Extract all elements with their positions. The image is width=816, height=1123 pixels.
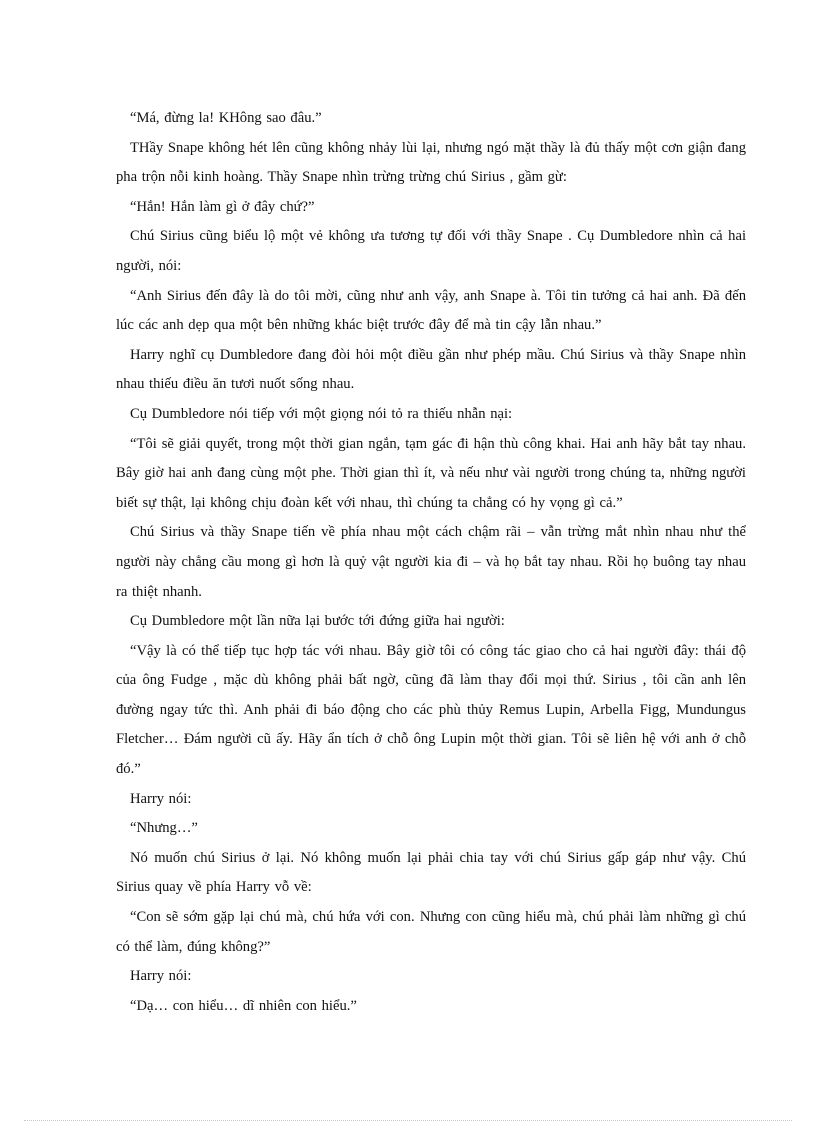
paragraph: “Hắn! Hắn làm gì ở đây chứ?” <box>130 198 315 215</box>
paragraph: Chú Sirius cũng biểu lộ một vẻ không ưa tương tự đối với thầy Snape . Cụ Dumbledore nhìn cả hai người, nói: <box>116 228 746 274</box>
paragraph: Harry nói: <box>130 790 192 807</box>
paragraph: Harry nói: <box>130 968 192 985</box>
paragraph: Harry nghĩ cụ Dumbledore đang đòi hỏi một điều gần như phép mầu. Chú Sirius và thầy Snape nhìn nhau thiếu điều ăn tươi nuốt sống nhau. <box>116 346 746 393</box>
paragraph: THầy Snape không hét lên cũng không nhảy lùi lại, nhưng ngó mặt thầy là đủ thấy một cơn giận đang pha trộn nỗi kinh hoàng. Thầy Snape nhìn trừng trừng chú Sirius , gầm gừ: <box>116 139 746 186</box>
paragraph: “Nhưng…” <box>130 820 198 837</box>
document-body <box>116 104 746 1021</box>
paragraph: Cụ Dumbledore một lần nữa lại bước tới đứng giữa hai người: <box>130 613 505 630</box>
paragraph: “Tôi sẽ giải quyết, trong một thời gian ngắn, tạm gác đi hận thù công khai. Hai anh hãy bắt tay nhau. Bây giờ hai anh đang cùng một phe. Thời gian thì ít, và nếu như vài người trong chúng ta, những người biết sự thật, lại không chịu đoàn kết với nhau, thì chúng ta chẳng có hy vọng gì cả.” <box>116 435 746 511</box>
paragraph: Chú Sirius và thầy Snape tiến về phía nhau một cách chậm rãi – vẫn trừng mắt nhìn nhau như thể người này chẳng cầu mong gì hơn là quỷ vật người kia đi – và họ bắt tay nhau. Rồi họ buông tay nhau ra thiệt nhanh. <box>116 524 746 600</box>
paragraph: Cụ Dumbledore nói tiếp với một giọng nói tỏ ra thiếu nhẫn nại: <box>130 405 513 422</box>
paragraph: “Anh Sirius đến đây là do tôi mời, cũng như anh vậy, anh Snape à. Tôi tin tưởng cả hai anh. Đã đến lúc các anh dẹp qua một bên những khác biệt trước đây để mà tin cậy lẫn nhau.” <box>116 287 746 334</box>
paragraph: “Con sẽ sớm gặp lại chú mà, chú hứa với con. Nhưng con cũng hiểu mà, chú phải làm những gì chú có thể làm, đúng không?” <box>116 909 746 955</box>
paragraph: “Má, đừng la! KHông sao đâu.” <box>130 110 322 126</box>
paragraph: “Vậy là có thể tiếp tục hợp tác với nhau. Bây giờ tôi có công tác giao cho cả hai người đây: thái độ của ông Fudge , mặc dù không phải bất ngờ, cũng đã làm thay đổi mọi thứ. Sirius , tôi cần anh lên đường ngay tức thì. Anh phải đi báo động cho các phù thủy Remus Lupin, Arbella Figg, Mundungus Fletcher… Đám người cũ ấy. Hãy ẩn tích ở chỗ ông Lupin một thời gian. Tôi sẽ liên hệ với anh ở chỗ đó.” <box>116 642 746 778</box>
page-bottom-divider <box>24 1120 792 1121</box>
paragraph: “Dạ… con hiểu… dĩ nhiên con hiểu.” <box>130 997 357 1014</box>
paragraph: Nó muốn chú Sirius ở lại. Nó không muốn lại phải chia tay với chú Sirius gấp gáp như vậy. Chú Sirius quay về phía Harry vỗ về: <box>116 849 746 896</box>
